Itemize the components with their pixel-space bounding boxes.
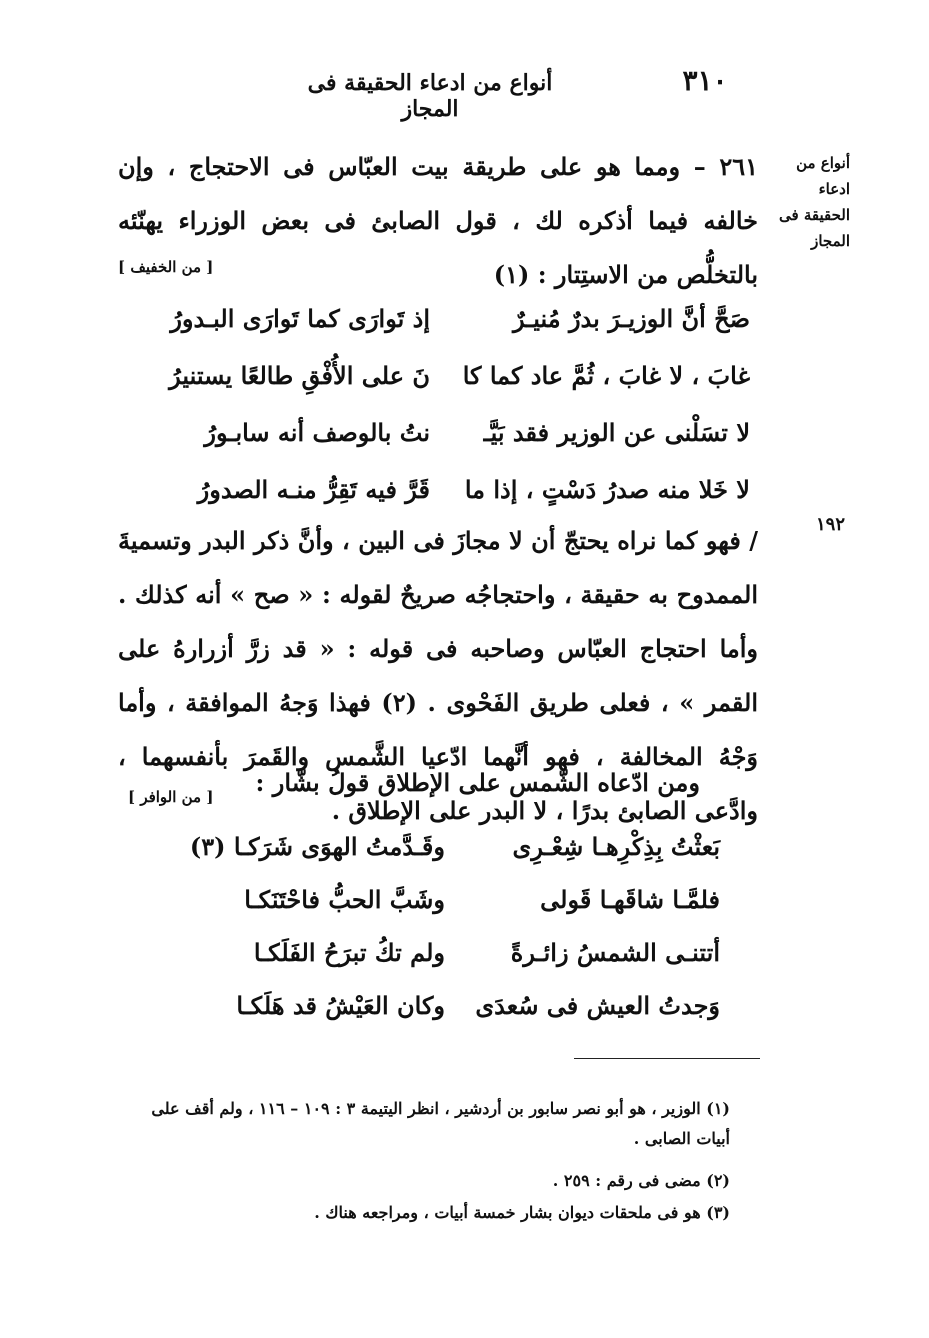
verse-line xyxy=(130,347,750,404)
verse-second-hemistich: نتُ بالوصف أنه سابـورُ xyxy=(204,418,430,447)
verse-line xyxy=(130,404,750,461)
margin-reference-number: ١٩٢ xyxy=(815,514,845,535)
verse-line xyxy=(180,979,720,1032)
verse-second-hemistich: وشَبَّ الحبُّ فاحْتَنَكـا xyxy=(244,885,445,914)
verse-second-hemistich: إذ تَوارَى كما تَوارَى البـدورُ xyxy=(170,304,430,333)
verse-first-hemistich: صَحَّ أنَّ الوزيـرَ بدرٌ مُنيـرٌ xyxy=(513,304,750,333)
verse-first-hemistich: فلمَّـا شاقَهـا قَولى xyxy=(540,885,720,914)
verse-line xyxy=(180,926,720,979)
commentary-paragraph: / فهو كما نراه يحتجّ أن لا مجازَ فى البين ، وأنَّ ذكر البدر وتسميةَ الممدوح به حقيقة ، واحتجاجُه صريحٌ لقوله : « صح » أنه كذلك . وأما احتجاج العبّاس وصاحبه فى قوله : « قد زرَّ أزرارهُ على القمر » ، فعلى طريق الفَحْوى . (٢) فهذا وَجهُ الموافقة ، وأما وَجْهُ المخالفة ، فهو أنَّهما ادّعيا الشَّمس والقَمرَ بأنفسهما ، وادَّعى الصابئ بدرًا ، لا البدر على الإطلاق . xyxy=(118,526,759,825)
verse-first-hemistich: لا خَلا منه صدرُ دَسْتٍ ، إذا ما xyxy=(464,475,750,504)
verse-second-hemistich: نَ على الأُفْقِ طالعًا يستنيرُ xyxy=(169,361,430,390)
poem-2 xyxy=(180,820,720,1032)
verse-second-hemistich: قَرَّ فيه تَقِرُّ منـه الصدورُ xyxy=(197,475,430,504)
meter-label: [ من الخفيف ] xyxy=(118,258,214,276)
paragraph-261: ٢٦١ – ومما هو على طريقة بيت العبّاس فى الاحتجاج ، وإن خالفه فيما أذكره لك ، قول الصابئ فى بعض الوزراء يهنّئه بالتخلُّص من الاستِتار : (١) xyxy=(118,152,758,289)
footnote-1: (١) الوزير ، هو أبو نصر سابور بن أردشير ، انظر اليتيمة ٣ : ١٠٩ – ١١٦ ، ولم أقف على أبيات الصابى . xyxy=(151,1099,730,1148)
footnote-3: (٣) هو فى ملحقات ديوان بشار خمسة أبيات ، ومراجعه هناك . xyxy=(314,1203,730,1222)
running-title: أنواع من ادعاء الحقيقة فى المجاز xyxy=(307,70,553,122)
footnote-divider xyxy=(574,1058,760,1059)
verse-first-hemistich: غابَ ، لا غابَ ، ثُمَّ عاد كما كا xyxy=(462,361,750,390)
verse-second-hemistich: وقَـدَّمتُ الهوَى شَرَكـا (٣) xyxy=(189,832,445,861)
poem-1 xyxy=(130,290,750,518)
verse-line xyxy=(180,873,720,926)
verse-first-hemistich: وَجدتُ العيش فى سُعدَى xyxy=(475,991,720,1020)
verse-second-hemistich: وكان العَيْشُ قد هَلَكـا xyxy=(236,991,445,1020)
meter-label-2: [ من الوافر ] xyxy=(128,788,214,806)
verse-first-hemistich: بَعثْتُ بِذِكْرِهـا شِعْـرِى xyxy=(512,832,720,861)
footnote-2: (٢) مضى فى رقم : ٢٥٩ . xyxy=(552,1171,730,1190)
verse-line xyxy=(130,290,750,347)
verse-line xyxy=(180,820,720,873)
verse-first-hemistich: لا تسَلْنى عن الوزير فقد بَيَّـ xyxy=(483,418,750,447)
page-number: ٣١٠ xyxy=(682,64,728,97)
verse-first-hemistich: أتتنـى الشمسُ زائـرةً xyxy=(510,938,720,967)
poem-2-intro: ومن ادّعاه الشّمس على الإطلاق قولُ بشّار : xyxy=(255,768,700,797)
verse-line xyxy=(130,461,750,518)
margin-note: أنواع من ادعاء الحقيقة فى المجاز xyxy=(778,154,850,250)
verse-second-hemistich: ولم تكُ تبرَحُ الفَلَكـا xyxy=(253,938,445,967)
